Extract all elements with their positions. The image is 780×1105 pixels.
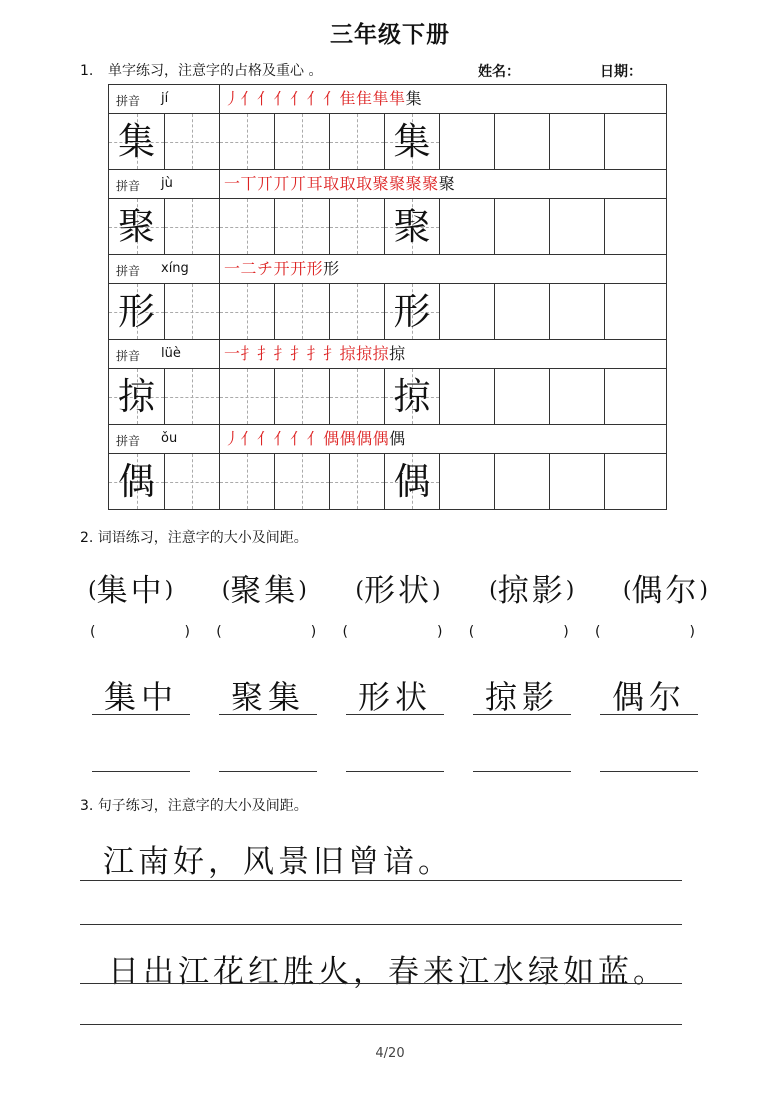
date-label: 日期：: [600, 64, 642, 80]
paren-right: ): [432, 578, 441, 603]
word-text: 形状: [364, 573, 432, 609]
model-character: 形: [118, 290, 155, 333]
stroke-step: 开: [273, 259, 291, 278]
tian-grid-cell[interactable]: [384, 199, 439, 254]
tian-grid-cell[interactable]: [164, 454, 219, 509]
sentence-1: 江南好，风景旧曾谙。: [103, 844, 453, 880]
stroke-order: [219, 85, 422, 113]
stroke-step: 隼: [389, 89, 406, 108]
practice-cell[interactable]: [549, 199, 604, 254]
stroke-step: 取: [323, 174, 340, 193]
stroke-step: 丿: [224, 429, 241, 448]
stroke-step: 聚: [405, 174, 423, 193]
model-character: 聚: [118, 205, 155, 248]
model-character: 偶: [393, 460, 431, 503]
pinyin-answer-row: [90, 624, 695, 640]
tian-grid-cell[interactable]: [329, 199, 384, 254]
tian-grid-cell[interactable]: [274, 454, 329, 509]
stroke-step: 丌: [257, 174, 274, 193]
word-copy: 集中: [92, 672, 190, 715]
practice-cell[interactable]: [439, 199, 494, 254]
stroke-step: 亻: [240, 89, 258, 108]
stroke-step: 聚: [438, 174, 456, 193]
tian-grid-cell[interactable]: [274, 284, 329, 339]
stroke-step: 隹: [339, 89, 357, 108]
pinyin-text: lüè: [161, 346, 181, 361]
practice-cell[interactable]: [494, 454, 549, 509]
pinyin-row: [108, 84, 667, 113]
tian-grid-cell[interactable]: [384, 369, 439, 424]
word-text: 集中: [96, 573, 165, 609]
stroke-step: 扌: [290, 344, 307, 363]
writing-line: [80, 924, 682, 925]
paren-right: ): [563, 624, 569, 640]
pinyin-text: xíng: [161, 261, 189, 276]
model-character: 形: [393, 290, 431, 333]
practice-cell[interactable]: [604, 369, 659, 424]
pinyin-answer-blank[interactable]: [595, 624, 695, 640]
stroke-order: [219, 255, 340, 283]
word-blank-line[interactable]: [219, 771, 317, 772]
section-1-text: 单字练习，注意字的占格及重心 。: [108, 63, 323, 79]
tian-grid-cell[interactable]: [274, 199, 329, 254]
stroke-step: 扌: [306, 344, 324, 363]
stroke-step: 集: [405, 89, 423, 108]
paren-left: (: [88, 578, 97, 603]
stroke-step: 亻: [257, 89, 274, 108]
stroke-step: 扌: [273, 344, 291, 363]
pinyin-answer-blank[interactable]: [343, 624, 443, 640]
word-blank-line[interactable]: [92, 771, 190, 772]
tian-grid-cell[interactable]: [109, 114, 164, 169]
word-blank-line[interactable]: [346, 771, 444, 772]
pinyin-text: jù: [161, 176, 173, 191]
stroke-step: 亻: [306, 89, 324, 108]
stroke-step: 扌: [257, 344, 274, 363]
word-copy: 聚集: [219, 672, 317, 715]
stroke-step: 取: [356, 174, 373, 193]
paren-left: (: [90, 624, 96, 640]
tian-grid-cell[interactable]: [384, 114, 439, 169]
model-character: 聚: [393, 205, 431, 248]
stroke-step: 亻: [290, 429, 307, 448]
pinyin-text: jí: [161, 91, 169, 106]
practice-cell[interactable]: [549, 369, 604, 424]
character-row: [108, 283, 667, 339]
tian-grid-cell[interactable]: [109, 199, 164, 254]
practice-cell[interactable]: [604, 454, 659, 509]
tian-grid-cell[interactable]: [219, 369, 274, 424]
tian-grid-cell[interactable]: [384, 454, 439, 509]
stroke-step: 掠: [372, 344, 390, 363]
stroke-step: 形: [306, 259, 324, 278]
paren-right: ): [565, 578, 575, 603]
stroke-step: 聚: [372, 174, 390, 193]
tian-grid-cell[interactable]: [109, 369, 164, 424]
paren-left: (: [468, 624, 475, 640]
practice-cell[interactable]: [439, 369, 494, 424]
practice-cell[interactable]: [494, 369, 549, 424]
tian-grid-cell[interactable]: [164, 369, 219, 424]
practice-cell[interactable]: [604, 114, 659, 169]
stroke-step: 亻: [306, 429, 324, 448]
stroke-step: 一: [224, 259, 241, 278]
stroke-step: 扌: [323, 344, 340, 363]
pinyin-label: 拼音: [116, 94, 141, 108]
stroke-step: 亻: [290, 89, 307, 108]
paren-right: ): [699, 578, 708, 603]
stroke-step: 取: [339, 174, 357, 193]
model-character: 掠: [393, 375, 431, 418]
word-item: [489, 565, 574, 610]
word-copy: 形状: [346, 672, 444, 715]
tian-grid-cell[interactable]: [384, 284, 439, 339]
tian-grid-cell[interactable]: [164, 284, 219, 339]
pinyin-answer-blank[interactable]: [469, 624, 569, 640]
tian-grid-cell[interactable]: [329, 369, 384, 424]
pinyin-answer-blank[interactable]: [216, 624, 316, 640]
stroke-step: 掠: [389, 344, 406, 363]
tian-grid-cell[interactable]: [164, 114, 219, 169]
paren-left: (: [595, 624, 601, 640]
tian-grid-cell[interactable]: [329, 114, 384, 169]
model-character: 集: [118, 120, 155, 163]
word-text: 聚集: [230, 573, 299, 609]
stroke-step: 偶: [323, 429, 340, 448]
pinyin-label: 拼音: [116, 264, 141, 278]
practice-cell[interactable]: [494, 114, 549, 169]
word-copy: 掠影: [473, 672, 571, 715]
paren-right: ): [689, 624, 695, 640]
stroke-order: [219, 340, 406, 368]
stroke-step: 偶: [356, 429, 373, 448]
tian-grid-cell[interactable]: [109, 454, 164, 509]
character-row: [108, 113, 667, 169]
stroke-step: チ: [257, 259, 274, 278]
practice-cell[interactable]: [549, 454, 604, 509]
model-character: 掠: [118, 375, 155, 418]
paren-right: ): [298, 578, 307, 603]
writing-line: [80, 1024, 682, 1025]
stroke-step: 隼: [372, 89, 390, 108]
stroke-step: 丅: [240, 174, 258, 193]
stroke-step: 丌: [273, 174, 291, 193]
stroke-step: 形: [323, 259, 340, 278]
paren-left: (: [622, 578, 632, 603]
pinyin-answer-blank[interactable]: [90, 624, 190, 640]
pinyin-row: [108, 169, 667, 198]
stroke-step: 二: [240, 259, 258, 278]
stroke-step: 掠: [339, 344, 357, 363]
stroke-step: 聚: [422, 174, 439, 193]
character-row: [108, 453, 667, 510]
tian-grid-cell[interactable]: [329, 284, 384, 339]
paren-left: (: [355, 578, 364, 603]
word-pinyin-row: [88, 565, 708, 610]
writing-line: [80, 880, 682, 881]
paren-right: ): [184, 624, 190, 640]
name-label: 姓名：: [478, 64, 520, 80]
section-1-heading: [80, 60, 322, 80]
section-2-heading: 2. 词语练习，注意字的大小及间距。: [80, 530, 308, 546]
practice-cell[interactable]: [439, 454, 494, 509]
stroke-step: 耳: [306, 174, 324, 193]
paren-right: ): [164, 578, 174, 603]
pinyin-row: [108, 254, 667, 283]
model-character: 偶: [118, 460, 155, 503]
pinyin-label: 拼音: [116, 349, 141, 363]
stroke-step: 偶: [372, 429, 390, 448]
stroke-step: 一: [224, 344, 241, 363]
practice-cell[interactable]: [439, 284, 494, 339]
practice-cell[interactable]: [494, 199, 549, 254]
stroke-step: 偶: [389, 429, 406, 448]
tian-grid-cell[interactable]: [274, 114, 329, 169]
pinyin-row: [108, 424, 667, 453]
paren-right: ): [310, 624, 317, 640]
pinyin-label: 拼音: [116, 434, 141, 448]
writing-line: [80, 983, 682, 984]
pinyin-row: [108, 339, 667, 368]
tian-grid-cell[interactable]: [219, 284, 274, 339]
tian-grid-cell[interactable]: [164, 199, 219, 254]
tian-grid-cell[interactable]: [219, 454, 274, 509]
practice-cell[interactable]: [549, 114, 604, 169]
stroke-step: 丌: [290, 174, 307, 193]
word-item: [355, 565, 440, 610]
character-row: [108, 368, 667, 424]
word-blank-line[interactable]: [473, 771, 571, 772]
section-1-number: 1.: [80, 63, 94, 79]
stroke-step: 亻: [323, 89, 340, 108]
stroke-step: 亻: [273, 429, 291, 448]
stroke-order: [219, 170, 455, 198]
stroke-step: 扌: [240, 344, 258, 363]
word-item: [222, 565, 307, 610]
model-character: 集: [393, 120, 431, 163]
stroke-step: 掠: [356, 344, 373, 363]
character-practice-grid: [108, 84, 667, 510]
pinyin-label: 拼音: [116, 179, 141, 193]
tian-grid-cell[interactable]: [274, 369, 329, 424]
stroke-step: 亻: [257, 429, 274, 448]
stroke-order: [219, 425, 406, 453]
stroke-step: 亻: [240, 429, 258, 448]
pinyin-text: ǒu: [161, 431, 178, 446]
practice-cell[interactable]: [604, 284, 659, 339]
practice-cell[interactable]: [549, 284, 604, 339]
page-number: 4/20: [375, 1046, 405, 1061]
word-copy-row: [92, 672, 698, 715]
practice-cell[interactable]: [439, 114, 494, 169]
paren-left: (: [489, 578, 498, 603]
character-row: [108, 198, 667, 254]
word-blank-line[interactable]: [600, 771, 698, 772]
paren-left: (: [216, 624, 222, 640]
word-item: [623, 565, 708, 610]
tian-grid-cell[interactable]: [219, 199, 274, 254]
stroke-step: 聚: [389, 174, 406, 193]
stroke-step: 隹: [356, 89, 373, 108]
stroke-step: 偶: [339, 429, 357, 448]
practice-cell[interactable]: [604, 199, 659, 254]
stroke-step: 亻: [273, 89, 291, 108]
tian-grid-cell[interactable]: [109, 284, 164, 339]
page-title: 三年级下册: [330, 22, 450, 48]
sentence-2: 日出江花红胜火，春来江水绿如蓝。: [108, 954, 668, 990]
stroke-step: 一: [224, 174, 241, 193]
paren-right: ): [437, 624, 443, 640]
stroke-step: 开: [290, 259, 307, 278]
tian-grid-cell[interactable]: [329, 454, 384, 509]
word-item: [88, 565, 173, 610]
word-copy: 偶尔: [600, 672, 698, 715]
word-blank-row: [92, 771, 698, 772]
word-text: 掠影: [497, 573, 566, 609]
paren-left: (: [342, 624, 348, 640]
practice-cell[interactable]: [494, 284, 549, 339]
section-3-heading: 3. 句子练习，注意字的大小及间距。: [80, 798, 308, 814]
stroke-step: 丿: [224, 89, 241, 108]
word-text: 偶尔: [631, 573, 700, 609]
paren-left: (: [221, 578, 231, 603]
tian-grid-cell[interactable]: [219, 114, 274, 169]
